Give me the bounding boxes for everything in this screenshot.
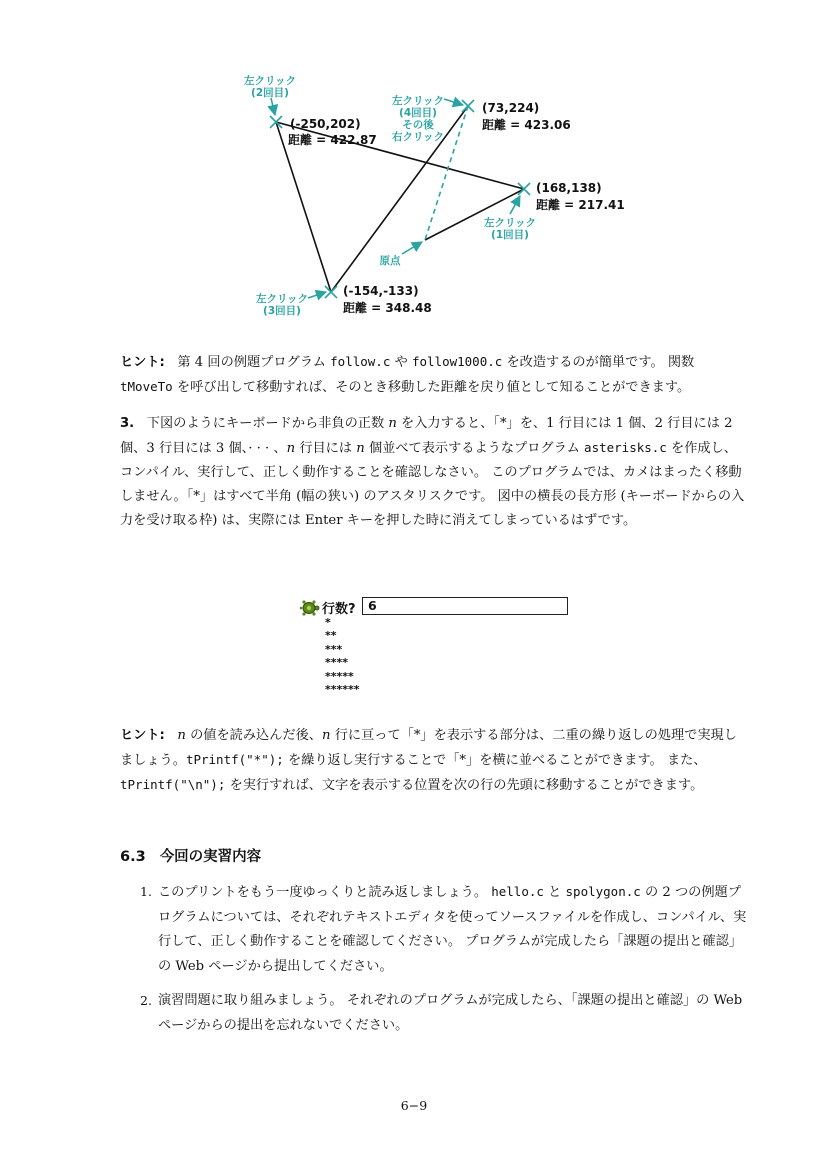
- point-label-distance: 距離 = 217.41: [536, 198, 625, 212]
- text: このプリントをもう一度ゆっくりと読み返しましょう。: [158, 885, 488, 900]
- code-filename: asterisks.c: [584, 440, 667, 455]
- section-heading: [120, 845, 261, 866]
- text: の 2 つの例題プログラムについては、それぞれテキストエディタを使ってソースファイルを作成し、コンパイル、実行して、正しく動作することを確認してください。 プログラムが完成したら「課題の提出と確認」の Web ページから提出してください。: [158, 885, 747, 974]
- variable-n: n: [356, 441, 365, 456]
- arrow-click2: [271, 98, 275, 115]
- annotation-click4-then: その後: [402, 119, 434, 131]
- text: 演習問題に取り組みましょう。 それぞれのプログラムが完成したら、「課題の提出と確認」の Web ページからの提出を忘れないでください。: [158, 993, 743, 1033]
- annotation-click3: 左クリック: [255, 293, 309, 305]
- asterisk-lines: [325, 616, 360, 696]
- point-label-distance: 距離 = 423.06: [482, 118, 571, 132]
- cross-marker-p4: [462, 100, 474, 112]
- cross-marker-p3: [325, 286, 337, 298]
- point-label-coords: (-154,-133): [343, 284, 419, 298]
- prompt-label: 行数?: [322, 602, 356, 617]
- point-label-coords: (73,224): [482, 101, 540, 115]
- annotation-click4-sub: (4回目): [399, 107, 437, 119]
- text: を繰り返し実行することで「*」を横に並べることができます。 また、: [287, 753, 707, 768]
- asterisk-line: **: [325, 629, 337, 643]
- section-title: 今回の実習内容: [159, 849, 262, 865]
- annotation-origin: 原点: [379, 255, 401, 267]
- annotation-click2-sub: (2回目): [251, 87, 289, 99]
- variable-n: n: [388, 416, 397, 431]
- arrow-click4: [444, 99, 463, 105]
- list-item: [140, 989, 752, 1038]
- annotation-click4-right: 右クリック: [391, 131, 445, 143]
- list-item: [140, 880, 752, 979]
- path-segment-p2-to-p3: [276, 122, 331, 292]
- asterisk-line: ****: [325, 656, 349, 670]
- annotation-click2: 左クリック: [243, 75, 297, 87]
- hint-paragraph: [120, 724, 750, 798]
- code-filename: follow.c: [330, 354, 391, 369]
- text: 行に亘って「*」を表示する部分は、二重の繰り返しの処理で実現しましょう。: [120, 728, 737, 768]
- point-label-coords: (-250,202): [290, 117, 361, 131]
- asterisk-line: ***: [325, 642, 343, 656]
- variable-n: n: [286, 441, 296, 456]
- hint-paragraph: [120, 350, 750, 400]
- code-filename: follow1000.c: [411, 354, 503, 369]
- asterisk-line: ******: [325, 683, 360, 697]
- cross-marker-p1: [518, 183, 530, 195]
- annotation-click4: 左クリック: [391, 95, 445, 107]
- task-list: [140, 880, 752, 1048]
- variable-n: n: [177, 728, 186, 743]
- section-number: 6.3: [120, 849, 146, 865]
- text: 行目には: [299, 441, 353, 456]
- problem-paragraph: [120, 412, 750, 533]
- annotation-click1: 左クリック: [483, 217, 537, 229]
- asterisk-line: *: [325, 616, 331, 629]
- asterisk-output-figure: [298, 596, 578, 706]
- code-snippet: tPrintf("\n");: [120, 777, 226, 792]
- text: を改造するのが簡単です。 関数: [506, 355, 695, 370]
- click-path-figure: [0, 0, 828, 330]
- text: や: [394, 355, 408, 370]
- arrow-click3: [308, 292, 326, 298]
- hint-label: ヒント:: [120, 728, 165, 743]
- text: を呼び出して移動すれば、そのとき移動した距離を戻り値として知ることができます。: [176, 380, 691, 395]
- code-snippet: tPrintf("*");: [185, 752, 284, 767]
- row-count-input[interactable]: 6: [362, 597, 568, 615]
- cross-marker-p2: [270, 116, 282, 128]
- code-filename: spolygon.c: [565, 884, 641, 899]
- text: と: [548, 885, 562, 900]
- text: を入力すると、「*」を、1 行目には 1 個、2 行目には 2 個、3 行目には 3 個、· · · 、: [120, 416, 733, 456]
- arrow-origin: [402, 242, 422, 254]
- text: を作成し、コンパイル、実行して、正しく動作することを確認しなさい。 このプログラムでは、カメはまったく移動しません。「*」はすべて半角 (幅の狭い) のアスタリスクです。 図中の横長の長方形 (キーボードからの入力を受け取る枠) は、実際には Enter キーを押した時に消えてしまっているはずです。: [120, 441, 745, 528]
- asterisk-line: *****: [325, 669, 354, 683]
- point-label-distance: 距離 = 422.87: [288, 133, 377, 147]
- annotation-click3-sub: (3回目): [263, 305, 301, 317]
- list-number: 1.: [140, 884, 152, 899]
- text: 下図のようにキーボードから非負の正数: [146, 416, 385, 431]
- page-number: 6−9: [400, 1098, 428, 1113]
- text: 第 4 回の例題プログラム: [177, 355, 326, 370]
- point-label-coords: (168,138): [536, 181, 602, 195]
- list-number: 2.: [140, 993, 152, 1008]
- text: の値を読み込んだ後、: [190, 728, 322, 743]
- problem-number: 3.: [120, 416, 135, 431]
- point-label-distance: 距離 = 348.48: [343, 301, 432, 315]
- text: 個並べて表示するようなプログラム: [368, 441, 580, 456]
- annotation-click1-sub: (1回目): [491, 229, 529, 241]
- code-function: tMoveTo: [120, 379, 173, 394]
- variable-n: n: [322, 728, 331, 743]
- arrow-click1: [510, 196, 520, 214]
- hint-label: ヒント:: [120, 355, 165, 370]
- turtle-icon: [298, 598, 320, 618]
- code-filename: hello.c: [491, 884, 544, 899]
- text: を実行すれば、文字を表示する位置を次の行の先頭に移動することができます。: [229, 778, 704, 793]
